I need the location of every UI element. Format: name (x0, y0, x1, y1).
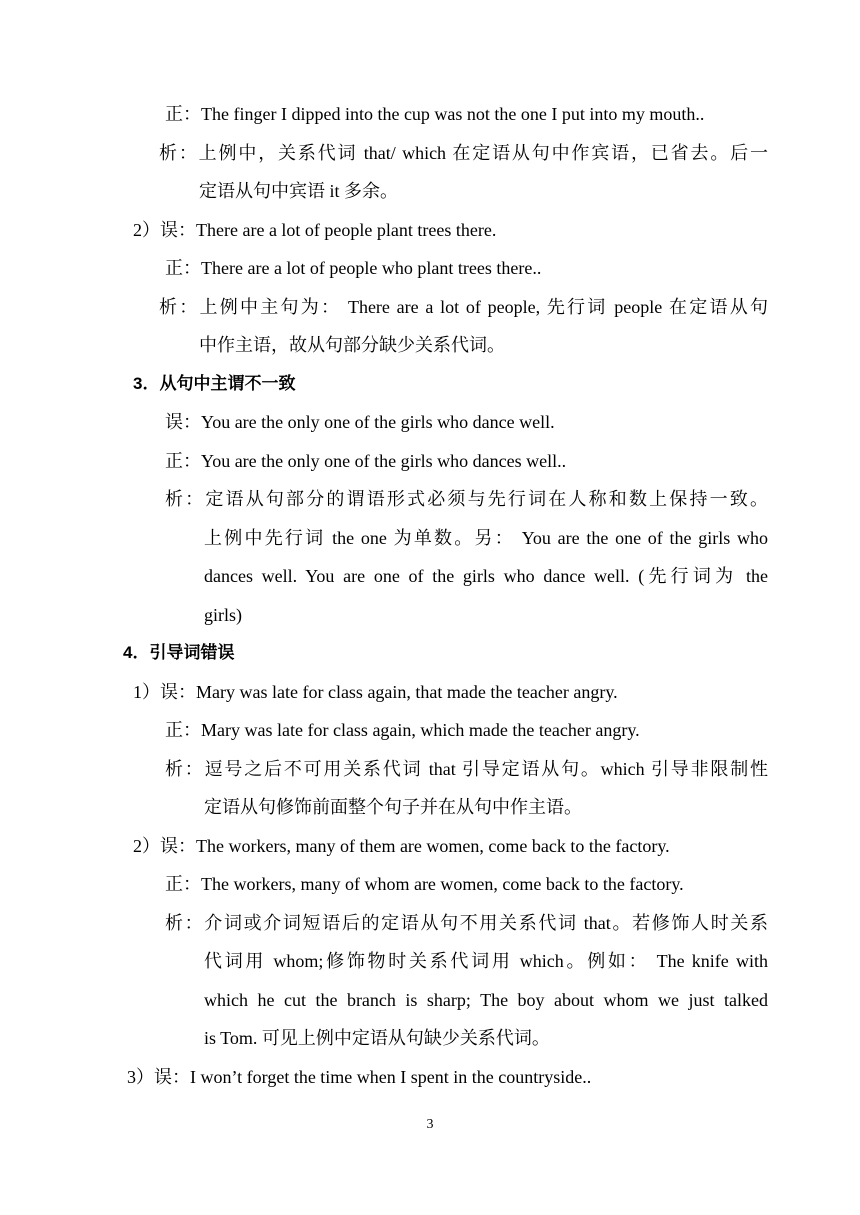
section-heading: 4．引导词错误 (123, 643, 235, 662)
text-line: 上例中先行词 the one 为单数。另： You are the one of the girls who (204, 528, 768, 548)
text-line: 正：The workers, many of whom are women, come back to the factory. (165, 874, 684, 894)
text-line: girls) (204, 605, 242, 625)
text-line: 析：逗号之后不可用关系代词 that 引导定语从句。which 引导非限制性 (165, 759, 768, 779)
text-line: dances well. You are one of the girls who dance well. (先行词为 the (204, 566, 768, 586)
text-line: 析：定语从句部分的谓语形式必须与先行词在人称和数上保持一致。 (165, 489, 768, 509)
text-line: 代词用 whom;修饰物时关系代词用 which。例如： The knife with (204, 951, 768, 971)
text-line: 误：You are the only one of the girls who dance well. (165, 412, 555, 432)
text-line: 1）误：Mary was late for class again, that made the teacher angry. (133, 682, 618, 702)
text-line: 正：The finger I dipped into the cup was not the one I put into my mouth.. (165, 104, 705, 124)
text-line: is Tom. 可见上例中定语从句缺少关系代词。 (204, 1028, 550, 1048)
text-line: 中作主语，故从句部分缺少关系代词。 (199, 335, 505, 355)
text-line: 2）误：There are a lot of people plant trees there. (133, 220, 497, 240)
text-line: 正：You are the only one of the girls who dances well.. (165, 451, 567, 471)
text-line: which he cut the branch is sharp; The boy about whom we just talked (204, 990, 768, 1010)
text-line: 析：上例中主句为： There are a lot of people, 先行词 people 在定语从句 (159, 297, 768, 317)
text-line: 正：There are a lot of people who plant trees there.. (165, 258, 542, 278)
text-line: 2）误：The workers, many of them are women, come back to the factory. (133, 836, 670, 856)
text-line: 定语从句中宾语 it 多余。 (199, 181, 399, 201)
section-heading: 3．从句中主谓不一致 (133, 374, 296, 393)
text-line: 析：上例中，关系代词 that/ which 在定语从句中作宾语，已省去。后一 (159, 143, 768, 163)
text-line: 定语从句修饰前面整个句子并在从句中作主语。 (204, 797, 582, 817)
text-line: 3）误：I won’t forget the time when I spent in the countryside.. (127, 1067, 592, 1087)
page-number: 3 (426, 1117, 434, 1132)
text-line: 正：Mary was late for class again, which made the teacher angry. (165, 720, 640, 740)
text-line: 析：介词或介词短语后的定语从句不用关系代词 that。若修饰人时关系 (165, 913, 768, 933)
